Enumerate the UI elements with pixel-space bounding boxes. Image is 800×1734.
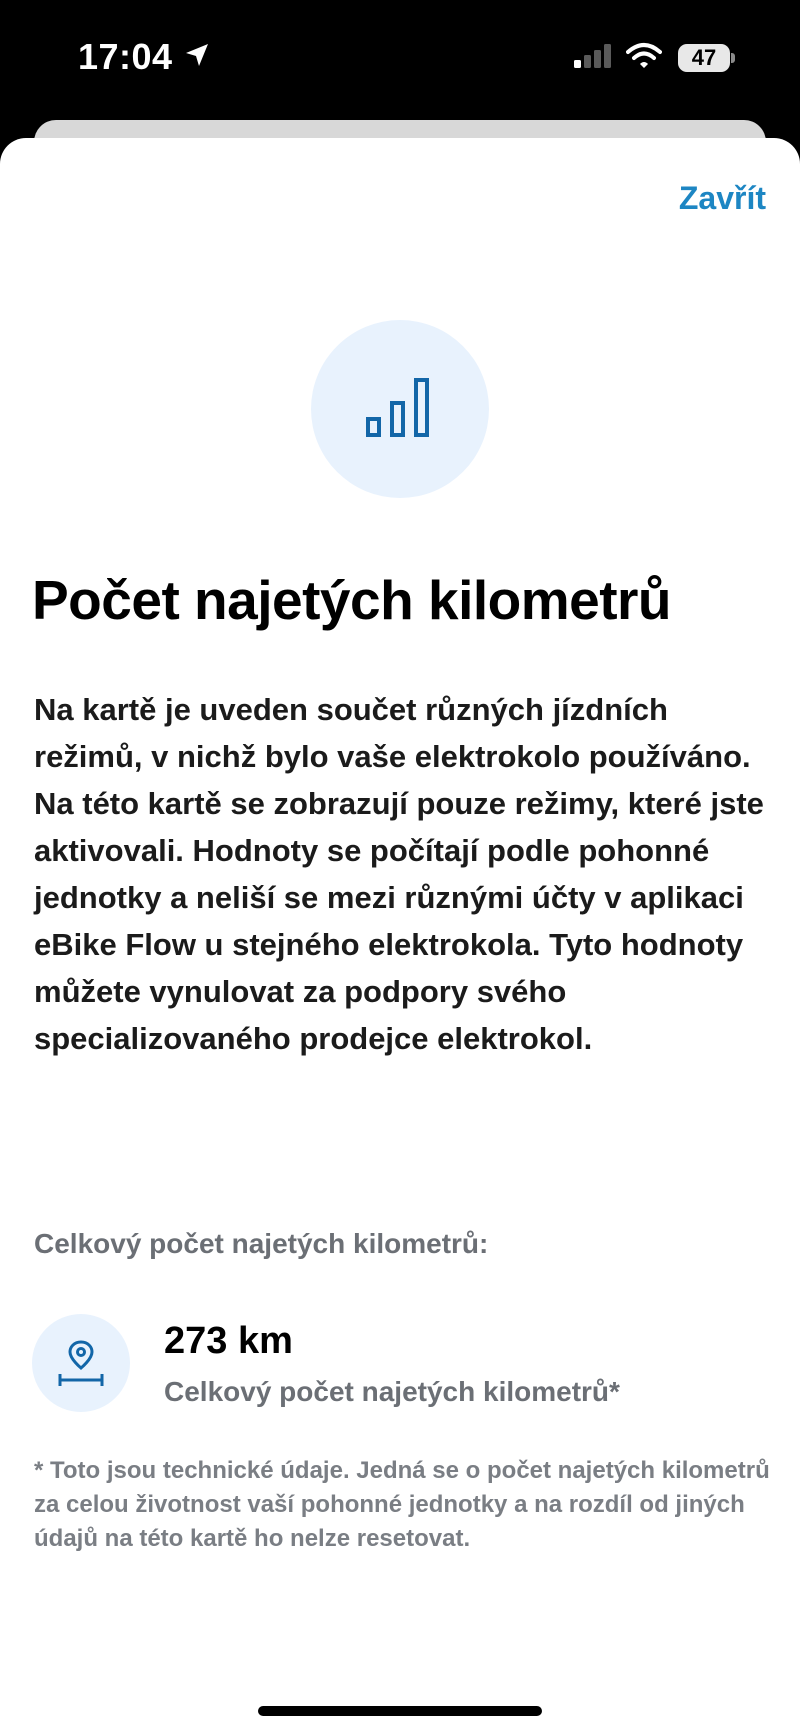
distance-pin-icon [56, 1338, 106, 1388]
location-arrow-icon [184, 42, 210, 73]
total-distance-caption: Celkový počet najetých kilometrů* [164, 1376, 620, 1407]
battery-tip [731, 53, 735, 63]
stat-icon-badge [32, 1314, 130, 1412]
status-bar [0, 0, 800, 120]
bar-chart-icon [365, 372, 435, 446]
battery-indicator: 47 [678, 44, 730, 72]
section-label: Celkový počet najetých kilometrů: [34, 1228, 489, 1259]
description-text: Na kartě je uveden součet různých jízdních režimů, v nichž bylo vaše elektrokolo používáno. Na této kartě se zobrazují pouze režimy, které jste aktivovali. Hodnoty se počítají podle pohonné jednotky a neliší se mezi různými účty v aplikaci eBike Flow u stejného elektrokola. Tyto hodnoty můžete vynulovat za podpory svého specializovaného prodejce elektrokol. [34, 692, 764, 1056]
home-indicator[interactable] [258, 1706, 542, 1716]
wifi-icon [626, 42, 662, 75]
total-distance-value: 273 km [164, 1320, 293, 1362]
footnote-text: * Toto jsou technické údaje. Jedná se o počet najetých kilometrů za celou životnost vaší pohonné jednotky a na rozdíl od jiných údajů na této kartě ho nelze resetovat. [34, 1457, 770, 1552]
status-time: 17:04 [78, 36, 173, 77]
close-button[interactable]: Zavřít [678, 180, 766, 216]
page-title: Počet najetých kilometrů [32, 569, 672, 631]
cellular-signal-icon [574, 44, 614, 73]
info-sheet [0, 138, 800, 1734]
hero-icon-badge [311, 320, 489, 498]
